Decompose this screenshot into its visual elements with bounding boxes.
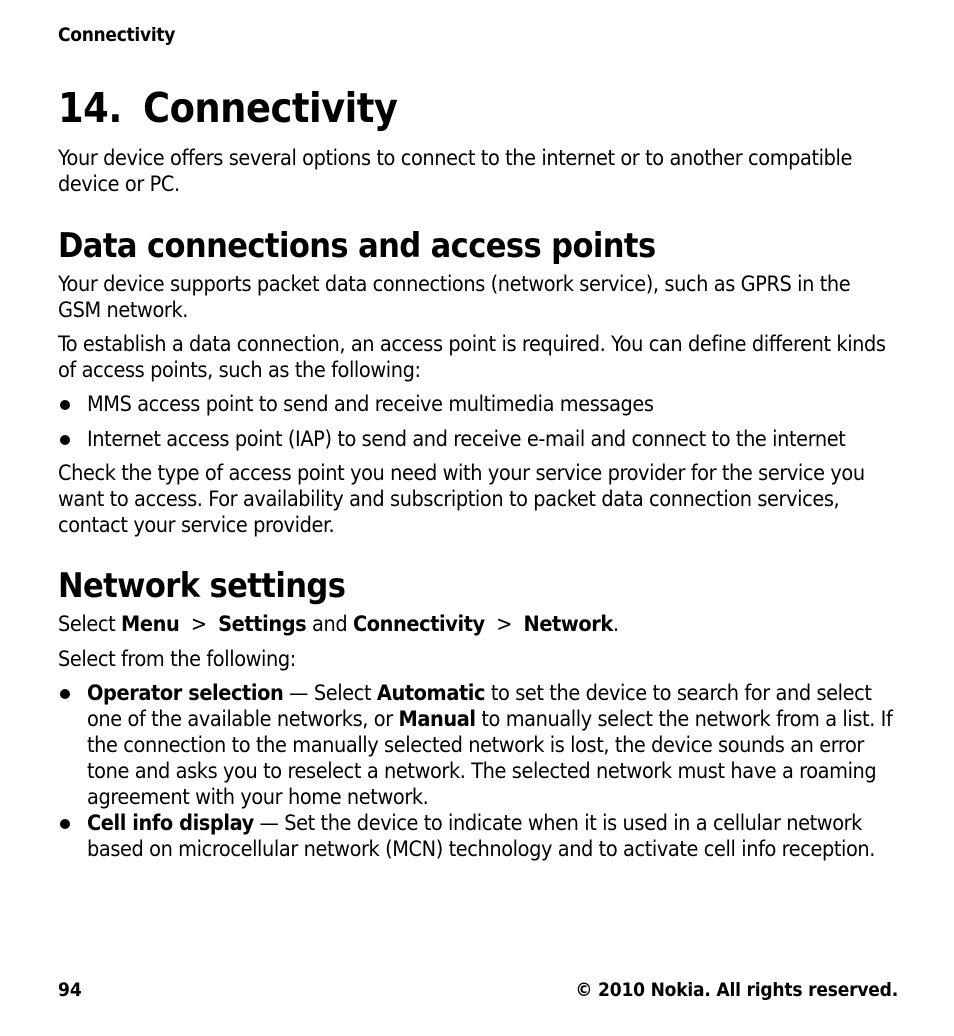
bullet-icon bbox=[60, 435, 70, 445]
network-options-list bbox=[58, 681, 898, 863]
list-item-text: MMS access point to send and receive multimedia messages bbox=[87, 392, 654, 417]
running-head: Connectivity bbox=[58, 24, 176, 46]
data-paragraph-3: Check the type of access point you need with your service provider for the service you want to access. For availability and subscription to packet data connection services, contact your service provider. bbox=[58, 461, 865, 538]
path-text: . bbox=[612, 612, 619, 637]
list-item bbox=[58, 427, 898, 453]
path-settings: Settings bbox=[218, 612, 307, 637]
data-paragraph-1: Your device supports packet data connections (network service), such as GPRS in the GSM network. bbox=[58, 272, 851, 323]
option-text: to set the device to search for and select one of the available networks, or bbox=[87, 681, 872, 732]
option-term: Cell info display bbox=[87, 811, 254, 836]
path-separator: > bbox=[496, 612, 513, 637]
data-paragraph-2: To establish a data connection, an access point is required. You can define different kinds of access points, such as the following: bbox=[58, 332, 886, 383]
option-value: Manual bbox=[398, 707, 476, 732]
list-item bbox=[58, 392, 898, 418]
chapter-intro: Your device offers several options to connect to the internet or to another compatible device or PC. bbox=[58, 146, 852, 197]
path-separator: > bbox=[190, 612, 207, 637]
bullet-icon bbox=[60, 819, 70, 829]
section-title-data-connections: Data connections and access points bbox=[58, 226, 656, 266]
list-item-text: Internet access point (IAP) to send and receive e-mail and connect to the internet bbox=[87, 427, 846, 452]
option-text: — Set the device to indicate when it is used in a cellular network based on microcellular network (MCN) technology and to activate cell info reception. bbox=[87, 811, 876, 862]
option-text: — Select bbox=[283, 681, 377, 706]
section-title-network-settings: Network settings bbox=[58, 566, 346, 606]
option-term: Operator selection bbox=[87, 681, 284, 706]
option-value: Automatic bbox=[376, 681, 486, 706]
menu-path bbox=[58, 612, 898, 638]
bullet-icon bbox=[60, 400, 70, 410]
path-text: and bbox=[312, 612, 348, 637]
path-connectivity: Connectivity bbox=[352, 612, 485, 637]
chapter-number: 14. bbox=[58, 84, 122, 132]
path-text: Select bbox=[58, 612, 116, 637]
list-item bbox=[58, 811, 898, 863]
path-network: Network bbox=[523, 612, 613, 637]
option-text: to manually select the network from a list. If the connection to the manually selected network is lost, the device sounds an error tone and asks you to reselect a network. The selected network must have a roaming agreement with your home network. bbox=[87, 707, 893, 810]
path-menu: Menu bbox=[121, 612, 180, 637]
page-number: 94 bbox=[58, 979, 82, 1001]
copyright: © 2010 Nokia. All rights reserved. bbox=[575, 979, 898, 1001]
bullet-icon bbox=[60, 689, 70, 699]
chapter-title-text: Connectivity bbox=[143, 84, 398, 132]
chapter-title bbox=[58, 84, 397, 132]
access-point-list bbox=[58, 392, 898, 453]
list-item bbox=[58, 681, 898, 811]
select-from-text: Select from the following: bbox=[58, 647, 296, 672]
